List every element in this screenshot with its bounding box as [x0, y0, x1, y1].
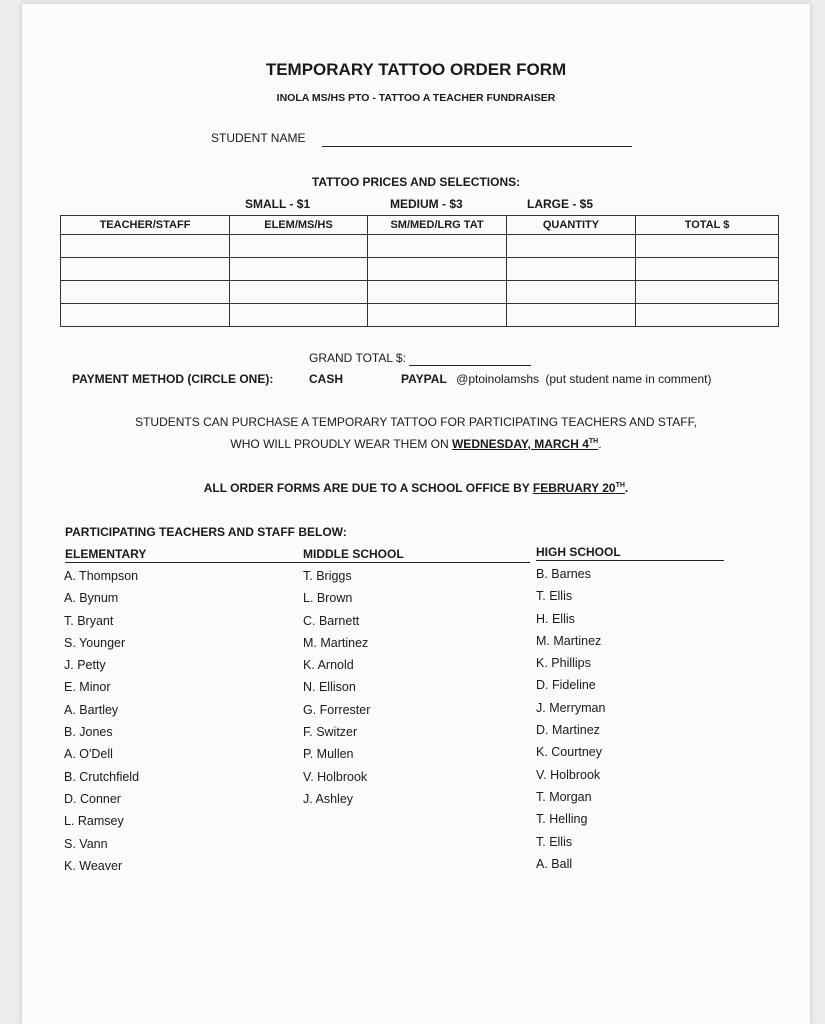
order-row: [61, 258, 779, 281]
heading-rule-high-school: [536, 560, 724, 561]
staff-name-item: J. Merryman: [536, 700, 606, 715]
due-date-value: FEBRUARY 20: [532, 481, 616, 495]
due-date-text: ALL ORDER FORMS ARE DUE TO A SCHOOL OFFICE BY: [203, 481, 533, 495]
staff-name-item: G. Forrester: [303, 702, 371, 717]
cell-level[interactable]: [230, 281, 368, 304]
staff-name-item: S. Younger: [64, 635, 126, 650]
staff-name-item: T. Morgan: [536, 789, 592, 804]
cell-quantity[interactable]: [507, 281, 636, 304]
elementary-list: [64, 565, 139, 877]
price-small: SMALL - $1: [245, 197, 311, 211]
staff-name-item: J. Petty: [64, 658, 106, 673]
wear-date-suffix: TH: [588, 438, 599, 445]
staff-name-item: B. Crutchfield: [64, 769, 140, 784]
cell-size[interactable]: [368, 258, 507, 281]
staff-name-item: A. Ball: [536, 856, 573, 871]
header-tattoo-size: SM/MED/LRG TAT: [368, 216, 507, 235]
cell-quantity[interactable]: [507, 304, 636, 327]
staff-name-item: A. Bynum: [64, 591, 119, 606]
middle-school-list: [303, 565, 370, 810]
price-large: LARGE - $5: [527, 197, 594, 211]
header-total: TOTAL $: [636, 216, 779, 235]
due-date-end: .: [624, 481, 629, 495]
order-table: [60, 215, 779, 327]
staff-name-item: A. Thompson: [64, 569, 139, 583]
due-date: [533, 481, 625, 495]
cell-size[interactable]: [368, 281, 507, 304]
cell-teacher[interactable]: [61, 304, 230, 327]
staff-name-item: M. Martinez: [536, 633, 602, 648]
wear-date-text: WEDNESDAY, MARCH 4: [451, 437, 589, 451]
order-row: [61, 281, 779, 304]
cell-level[interactable]: [230, 304, 368, 327]
payment-method-label: PAYMENT METHOD (CIRCLE ONE):: [72, 372, 274, 386]
staff-name-item: D. Conner: [64, 791, 121, 806]
cell-teacher[interactable]: [61, 235, 230, 258]
order-row: [61, 304, 779, 327]
cell-level[interactable]: [230, 258, 368, 281]
elementary-heading: ELEMENTARY: [65, 547, 147, 561]
cell-total[interactable]: [636, 281, 779, 304]
staff-name-item: S. Vann: [64, 836, 108, 851]
staff-name-item: K. Courtney: [536, 745, 603, 760]
header-school-level: ELEM/MS/HS: [230, 216, 368, 235]
price-medium: MEDIUM - $3: [390, 197, 463, 211]
staff-name-item: A. Bartley: [64, 702, 119, 717]
cell-quantity[interactable]: [507, 258, 636, 281]
student-name-label: STUDENT NAME: [211, 131, 306, 145]
paypal-handle: @ptoinolamshs: [456, 372, 540, 386]
cell-total[interactable]: [636, 304, 779, 327]
due-date-notice: [22, 481, 810, 495]
cell-total[interactable]: [636, 235, 779, 258]
staff-name-item: J. Ashley: [303, 791, 354, 806]
staff-name-item: T. Ellis: [536, 834, 573, 849]
staff-name-item: E. Minor: [64, 680, 111, 695]
staff-name-item: V. Holbrook: [536, 767, 601, 782]
paypal-note: (put student name in comment): [545, 372, 712, 386]
staff-name-item: C. Barnett: [303, 613, 360, 628]
staff-name-item: L. Brown: [303, 591, 353, 606]
staff-name-item: V. Holbrook: [303, 769, 368, 784]
staff-name-item: F. Switzer: [303, 725, 358, 740]
notice-line-2: [22, 437, 810, 451]
staff-name-item: L. Ramsey: [64, 814, 124, 829]
grand-total-label: GRAND TOTAL $:: [309, 351, 406, 365]
heading-rule: [65, 562, 530, 563]
staff-name-item: P. Mullen: [303, 747, 354, 762]
cell-size[interactable]: [368, 304, 507, 327]
grand-total-field[interactable]: [409, 365, 531, 366]
order-form-sheet: [22, 4, 810, 1024]
cell-size[interactable]: [368, 235, 507, 258]
form-title: TEMPORARY TATTOO ORDER FORM: [265, 60, 567, 79]
notice-line-2-end: .: [598, 437, 602, 451]
student-name-field[interactable]: [322, 146, 632, 147]
cell-level[interactable]: [230, 235, 368, 258]
staff-name-item: B. Barnes: [536, 567, 591, 581]
order-row: [61, 235, 779, 258]
order-table-header-row: [61, 216, 779, 235]
middle-school-heading: MIDDLE SCHOOL: [303, 547, 404, 561]
wear-date: [452, 437, 598, 451]
due-date-suffix: TH: [615, 482, 625, 489]
staff-name-item: T. Helling: [536, 812, 588, 827]
form-subtitle: INOLA MS/HS PTO - TATTOO A TEACHER FUNDRAISER: [276, 92, 556, 104]
staff-name-item: T. Bryant: [64, 613, 114, 628]
participants-title: PARTICIPATING TEACHERS AND STAFF BELOW:: [65, 525, 347, 539]
paypal-label: PAYPAL: [401, 372, 447, 386]
staff-name-item: T. Briggs: [303, 569, 352, 583]
cell-teacher[interactable]: [61, 281, 230, 304]
payment-cash-option[interactable]: CASH: [309, 372, 344, 386]
notice-line-1: STUDENTS CAN PURCHASE A TEMPORARY TATTOO FOR PARTICIPATING TEACHERS AND STAFF,: [135, 415, 697, 429]
cell-total[interactable]: [636, 258, 779, 281]
cell-quantity[interactable]: [507, 235, 636, 258]
staff-name-item: N. Ellison: [303, 680, 356, 695]
payment-paypal-option[interactable]: [401, 372, 711, 386]
header-quantity: QUANTITY: [507, 216, 636, 235]
staff-name-item: H. Ellis: [536, 611, 575, 626]
staff-name-item: A. O'Dell: [64, 747, 113, 762]
header-teacher-staff: TEACHER/STAFF: [61, 216, 230, 235]
staff-name-item: M. Martinez: [303, 635, 369, 650]
staff-name-item: D. Fideline: [536, 678, 596, 693]
staff-name-item: B. Jones: [64, 725, 113, 740]
cell-teacher[interactable]: [61, 258, 230, 281]
staff-name-item: T. Ellis: [536, 589, 573, 604]
staff-name-item: K. Weaver: [64, 858, 123, 873]
notice-line-2-text: WHO WILL PROUDLY WEAR THEM ON: [230, 437, 452, 451]
staff-name-item: K. Phillips: [536, 656, 591, 671]
high-school-list: [536, 563, 605, 875]
staff-name-item: D. Martinez: [536, 723, 600, 738]
prices-title: TATTOO PRICES AND SELECTIONS:: [311, 175, 521, 189]
high-school-heading: HIGH SCHOOL: [536, 545, 621, 559]
staff-name-item: K. Arnold: [303, 658, 354, 673]
